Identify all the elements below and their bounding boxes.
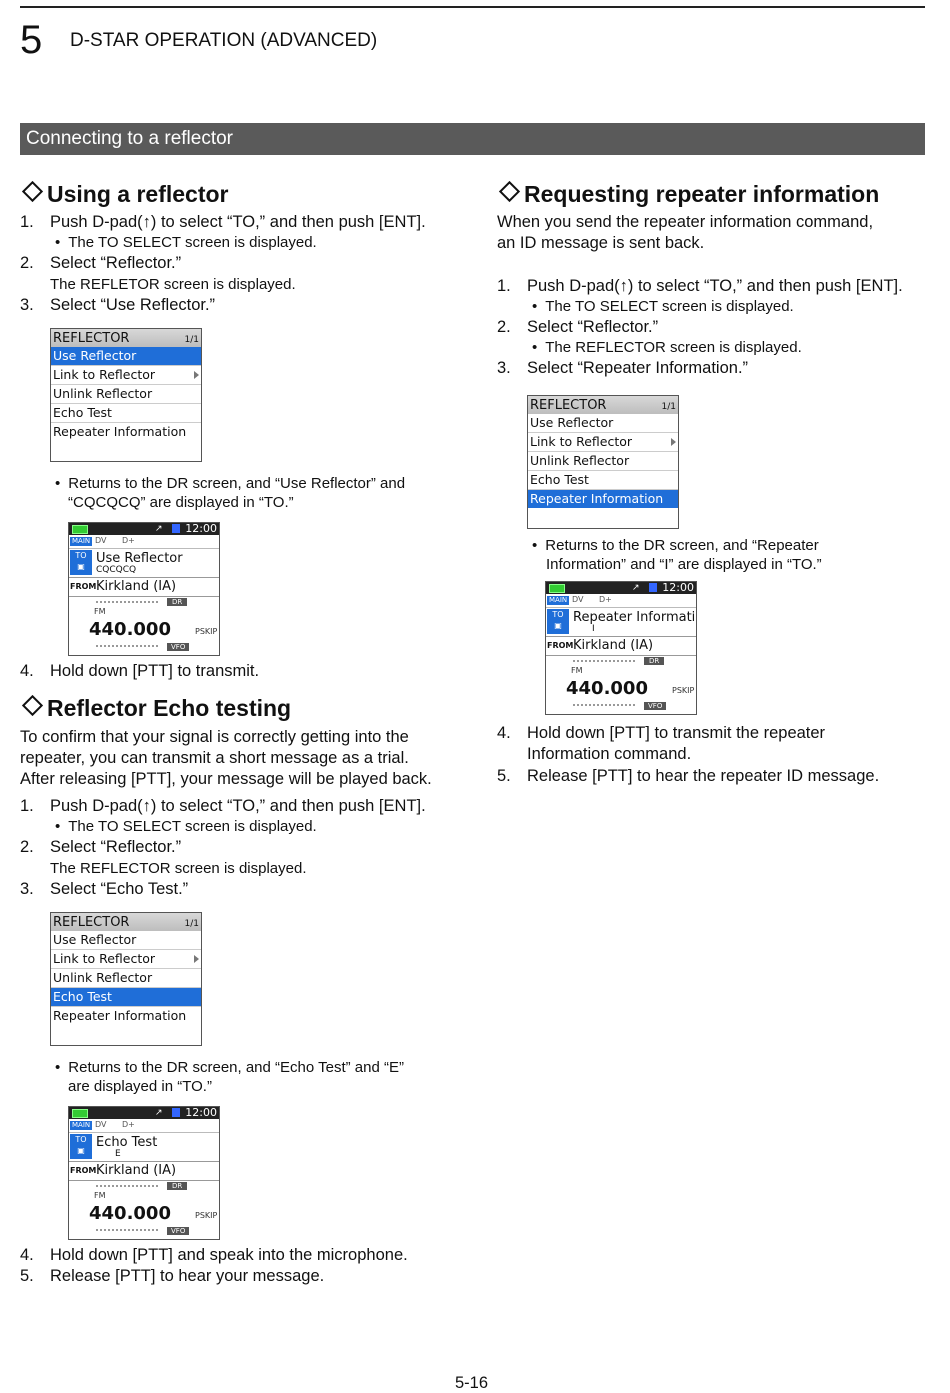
using-step-2-sub: The REFLETOR screen is displayed. (50, 276, 296, 293)
page-number: 5-16 (455, 1374, 489, 1392)
echo-step-2: 2. Select “Reflector.” (20, 838, 182, 856)
menu-item-link-reflector[interactable]: Link to Reflector (51, 366, 201, 385)
repeater-step-1: 1. Push D-pad(↑) to select “TO,” and then push [ENT]. (497, 277, 903, 295)
repeater-step-5: 5. Release [PTT] to hear the repeater ID message. (497, 767, 880, 785)
echo-intro-2: repeater, you can transmit a short message as a trial. (20, 749, 409, 767)
battery-icon (549, 584, 565, 593)
diamond-icon (499, 181, 520, 202)
chevron-right-icon (194, 371, 199, 379)
repeater-step-3: 3. Select “Repeater Information.” (497, 359, 749, 377)
menu-item-echo-test[interactable]: Echo Test (528, 471, 678, 490)
radio-icon: ▣ (77, 562, 85, 571)
repeater-step-4: 4. Hold down [PTT] to transmit the repeater (497, 724, 826, 742)
repeater-intro-1: When you send the repeater information command, (497, 213, 874, 231)
gps-icon (649, 583, 657, 592)
menu-item-link-reflector[interactable]: Link to Reflector (528, 433, 678, 452)
menu-item-use-reflector[interactable]: Use Reflector (528, 414, 678, 433)
menu-item-repeater-info[interactable]: Repeater Information (528, 490, 678, 508)
menu-item-repeater-info[interactable]: Repeater Information (53, 1008, 187, 1023)
using-result-line2: “CQCQCQ” are displayed in “TO.” (68, 494, 294, 511)
repeater-step-4-cont: Information command. (527, 745, 692, 763)
echo-step-1: 1. Push D-pad(↑) to select “TO,” and then push [ENT]. (20, 797, 426, 815)
repeater-step-2: 2. Select “Reflector.” (497, 318, 659, 336)
antenna-icon: ↗ (155, 1108, 163, 1118)
echo-step-3: 3. Select “Echo Test.” (20, 880, 189, 898)
dr-screen-1: ↗ 12:00 MAIN DV D+ TO ▣ Use Reflector CQCQCQ FROM Kirkland (IA) DR FM 440.000 PSKIP VFO (68, 522, 220, 656)
top-rule (20, 6, 925, 8)
gps-icon (172, 1108, 180, 1117)
chapter-number: 5 (20, 18, 43, 62)
section-banner-text: Connecting to a reflector (26, 128, 234, 149)
using-step-1-sub: • The TO SELECT screen is displayed. (55, 234, 317, 251)
diamond-icon (22, 695, 43, 716)
menu-item-unlink-reflector[interactable]: Unlink Reflector (528, 452, 678, 471)
using-step-2: 2. Select “Reflector.” (20, 254, 182, 272)
echo-intro-1: To confirm that your signal is correctly getting into the (20, 728, 409, 746)
menu-item-unlink-reflector[interactable]: Unlink Reflector (51, 969, 201, 988)
dr-screen-3: ↗ 12:00 MAIN DV D+ TO ▣ Echo Test E FROM Kirkland (IA) DR FM 440.000 PSKIP VFO (68, 1106, 220, 1240)
reflector-menu-1: REFLECTOR 1/1 Use Reflector Link to Reflector Unlink Reflector Echo Test Repeater Information (50, 328, 202, 462)
echo-result-line1: • Returns to the DR screen, and “Echo Test” and “E” (55, 1059, 404, 1076)
dr-screen-2: ↗ 12:00 MAIN DV D+ TO ▣ Repeater Informati I FROM Kirkland (IA) DR FM 440.000 PSKIP VFO (545, 581, 697, 715)
gps-icon (172, 524, 180, 533)
menu-item-echo-test[interactable]: Echo Test (51, 988, 201, 1007)
reflector-menu-2: REFLECTOR 1/1 Use Reflector Link to Reflector Unlink Reflector Echo Test Repeater Information (527, 395, 679, 529)
antenna-icon: ↗ (155, 524, 163, 534)
menu-item-use-reflector[interactable]: Use Reflector (51, 347, 201, 366)
heading-echo-testing: Reflector Echo testing (20, 695, 291, 722)
chevron-right-icon (671, 438, 676, 446)
diamond-icon (22, 181, 43, 202)
menu-item-unlink-reflector[interactable]: Unlink Reflector (51, 385, 201, 404)
radio-icon: ▣ (77, 1146, 85, 1155)
menu-item-repeater-info[interactable]: Repeater Information (53, 424, 187, 439)
using-result-line1: • Returns to the DR screen, and “Use Reflector” and (55, 475, 405, 492)
menu-item-echo-test[interactable]: Echo Test (51, 404, 201, 423)
section-banner (20, 123, 925, 155)
menu-item-use-reflector[interactable]: Use Reflector (51, 931, 201, 950)
using-step-4: 4. Hold down [PTT] to transmit. (20, 662, 260, 680)
echo-step-1-sub: • The TO SELECT screen is displayed. (55, 818, 317, 835)
echo-step-5: 5. Release [PTT] to hear your message. (20, 1267, 325, 1285)
repeater-step-2-sub: • The REFLECTOR screen is displayed. (532, 339, 802, 356)
menu-item-link-reflector[interactable]: Link to Reflector (51, 950, 201, 969)
radio-icon: ▣ (554, 621, 562, 630)
chevron-right-icon (194, 955, 199, 963)
using-step-1: 1. Push D-pad(↑) to select “TO,” and then push [ENT]. (20, 213, 426, 231)
using-step-3: 3. Select “Use Reflector.” (20, 296, 216, 314)
echo-result-line2: are displayed in “TO.” (68, 1078, 212, 1095)
heading-repeater-info: Requesting repeater information (497, 181, 879, 208)
echo-intro-3: After releasing [PTT], your message will be played back. (20, 770, 432, 788)
repeater-step-1-sub: • The TO SELECT screen is displayed. (532, 298, 794, 315)
echo-step-2-sub: The REFLECTOR screen is displayed. (50, 860, 307, 877)
repeater-result-line2: Information” and “I” are displayed in “TO.” (546, 556, 822, 573)
battery-icon (72, 525, 88, 534)
heading-using-reflector: Using a reflector (20, 181, 229, 208)
battery-icon (72, 1109, 88, 1118)
reflector-menu-3: REFLECTOR 1/1 Use Reflector Link to Reflector Unlink Reflector Echo Test Repeater Information (50, 912, 202, 1046)
repeater-result-line1: • Returns to the DR screen, and “Repeater (532, 537, 819, 554)
echo-step-4: 4. Hold down [PTT] and speak into the microphone. (20, 1246, 408, 1264)
repeater-intro-2: an ID message is sent back. (497, 234, 705, 252)
chapter-title: D-STAR OPERATION (ADVANCED) (70, 30, 378, 51)
antenna-icon: ↗ (632, 583, 640, 593)
